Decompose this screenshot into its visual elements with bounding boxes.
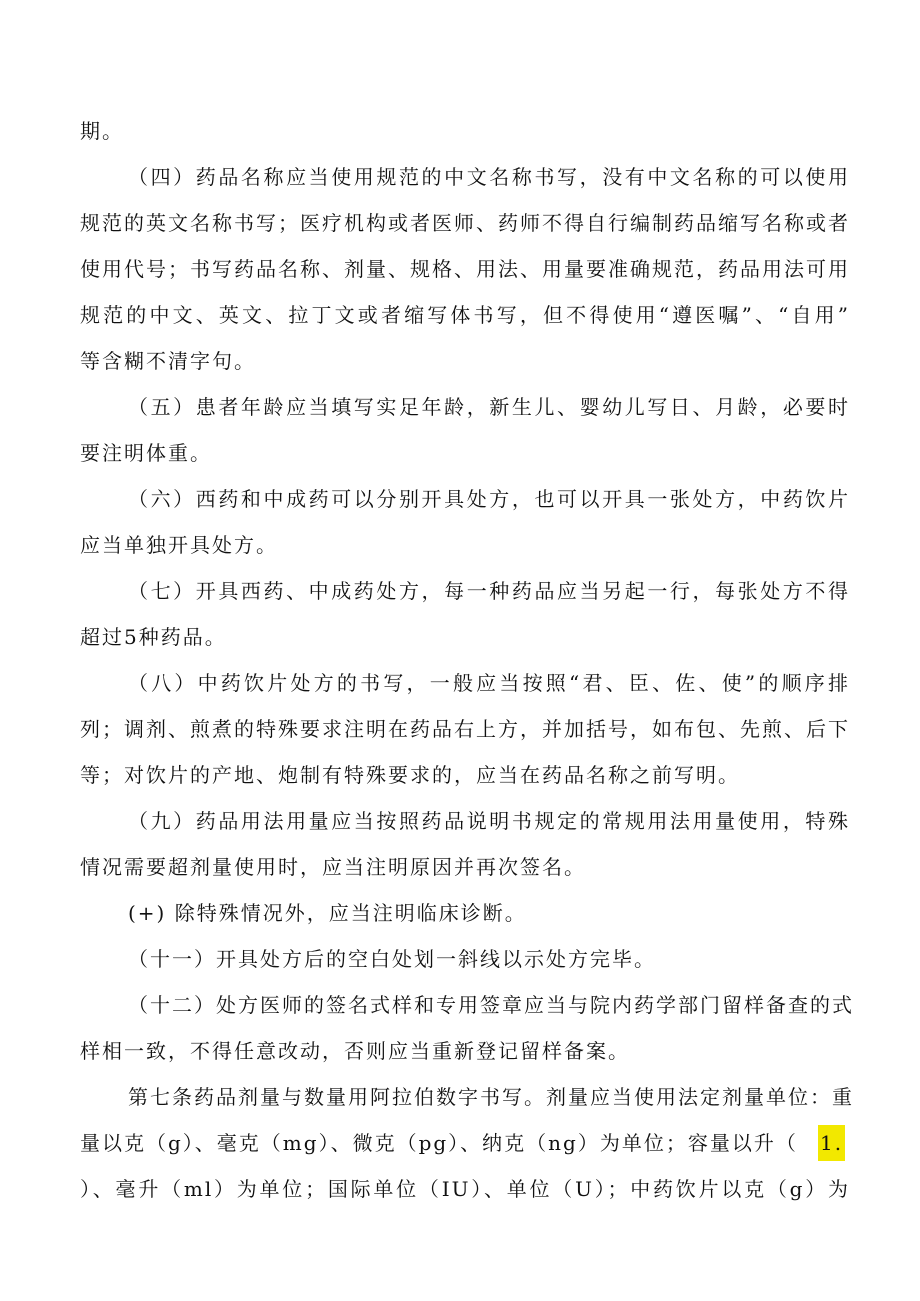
text-line: （五）患者年龄应当填写实足年龄，新生儿、婴幼儿写日、月龄，必要时 (128, 395, 850, 419)
text-line: (+) 除特殊情况外，应当注明临床诊断。 (128, 901, 527, 925)
text-line: （七）开具西药、中成药处方，每一种药品应当另起一行，每张处方不得 (128, 579, 850, 603)
text-line: 列；调剂、煎煮的特殊要求注明在药品右上方，并加括号，如布包、先煎、后下 (80, 717, 850, 741)
text-line: 使用代号；书写药品名称、剂量、规格、用法、用量要准确规范，药品用法可用 (80, 257, 850, 281)
highlighted-text: 1. (818, 1125, 845, 1161)
text-line: 第七条药品剂量与数量用阿拉伯数字书写。剂量应当使用法定剂量单位：重 (128, 1085, 854, 1109)
text-line: 应当单独开具处方。 (80, 533, 278, 557)
text-line: ）、毫升（ml）为单位；国际单位（IU）、单位（U）；中药饮片以克（g）为 (80, 1177, 850, 1201)
text-line: （四）药品名称应当使用规范的中文名称书写，没有中文名称的可以使用 (128, 165, 850, 189)
text-line: （十一）开具处方后的空白处划一斜线以示处方完毕。 (128, 947, 656, 971)
text-line: 等；对饮片的产地、炮制有特殊要求的，应当在药品名称之前写明。 (80, 763, 740, 787)
text-line: 样相一致，不得任意改动，否则应当重新登记留样备案。 (80, 1039, 630, 1063)
text-line: 规范的中文、英文、拉丁文或者缩写体书写，但不得使用“遵医嘱”、“自用” (80, 303, 850, 327)
text-line: （八）中药饮片处方的书写，一般应当按照“君、臣、佐、使”的顺序排 (128, 671, 850, 695)
text-line: 规范的英文名称书写；医疗机构或者医师、药师不得自行编制药品缩写名称或者 (80, 211, 850, 235)
text-line: 要注明体重。 (80, 441, 212, 465)
text-line: 等含糊不清字句。 (80, 349, 256, 373)
text-line: （九）药品用法用量应当按照药品说明书规定的常规用法用量使用，特殊 (128, 809, 850, 833)
text-line: 期。 (80, 119, 124, 143)
text-line: 情况需要超剂量使用时，应当注明原因并再次签名。 (80, 855, 586, 879)
text-line: 量以克（g）、毫克（mg）、微克（pg）、纳克（ng）为单位；容量以升（ (80, 1131, 798, 1155)
text-line: （十二）处方医师的签名式样和专用签章应当与院内药学部门留样备查的式 (128, 993, 854, 1017)
text-line: 超过5种药品。 (80, 625, 227, 649)
text-line: （六）西药和中成药可以分别开具处方，也可以开具一张处方，中药饮片 (128, 487, 850, 511)
